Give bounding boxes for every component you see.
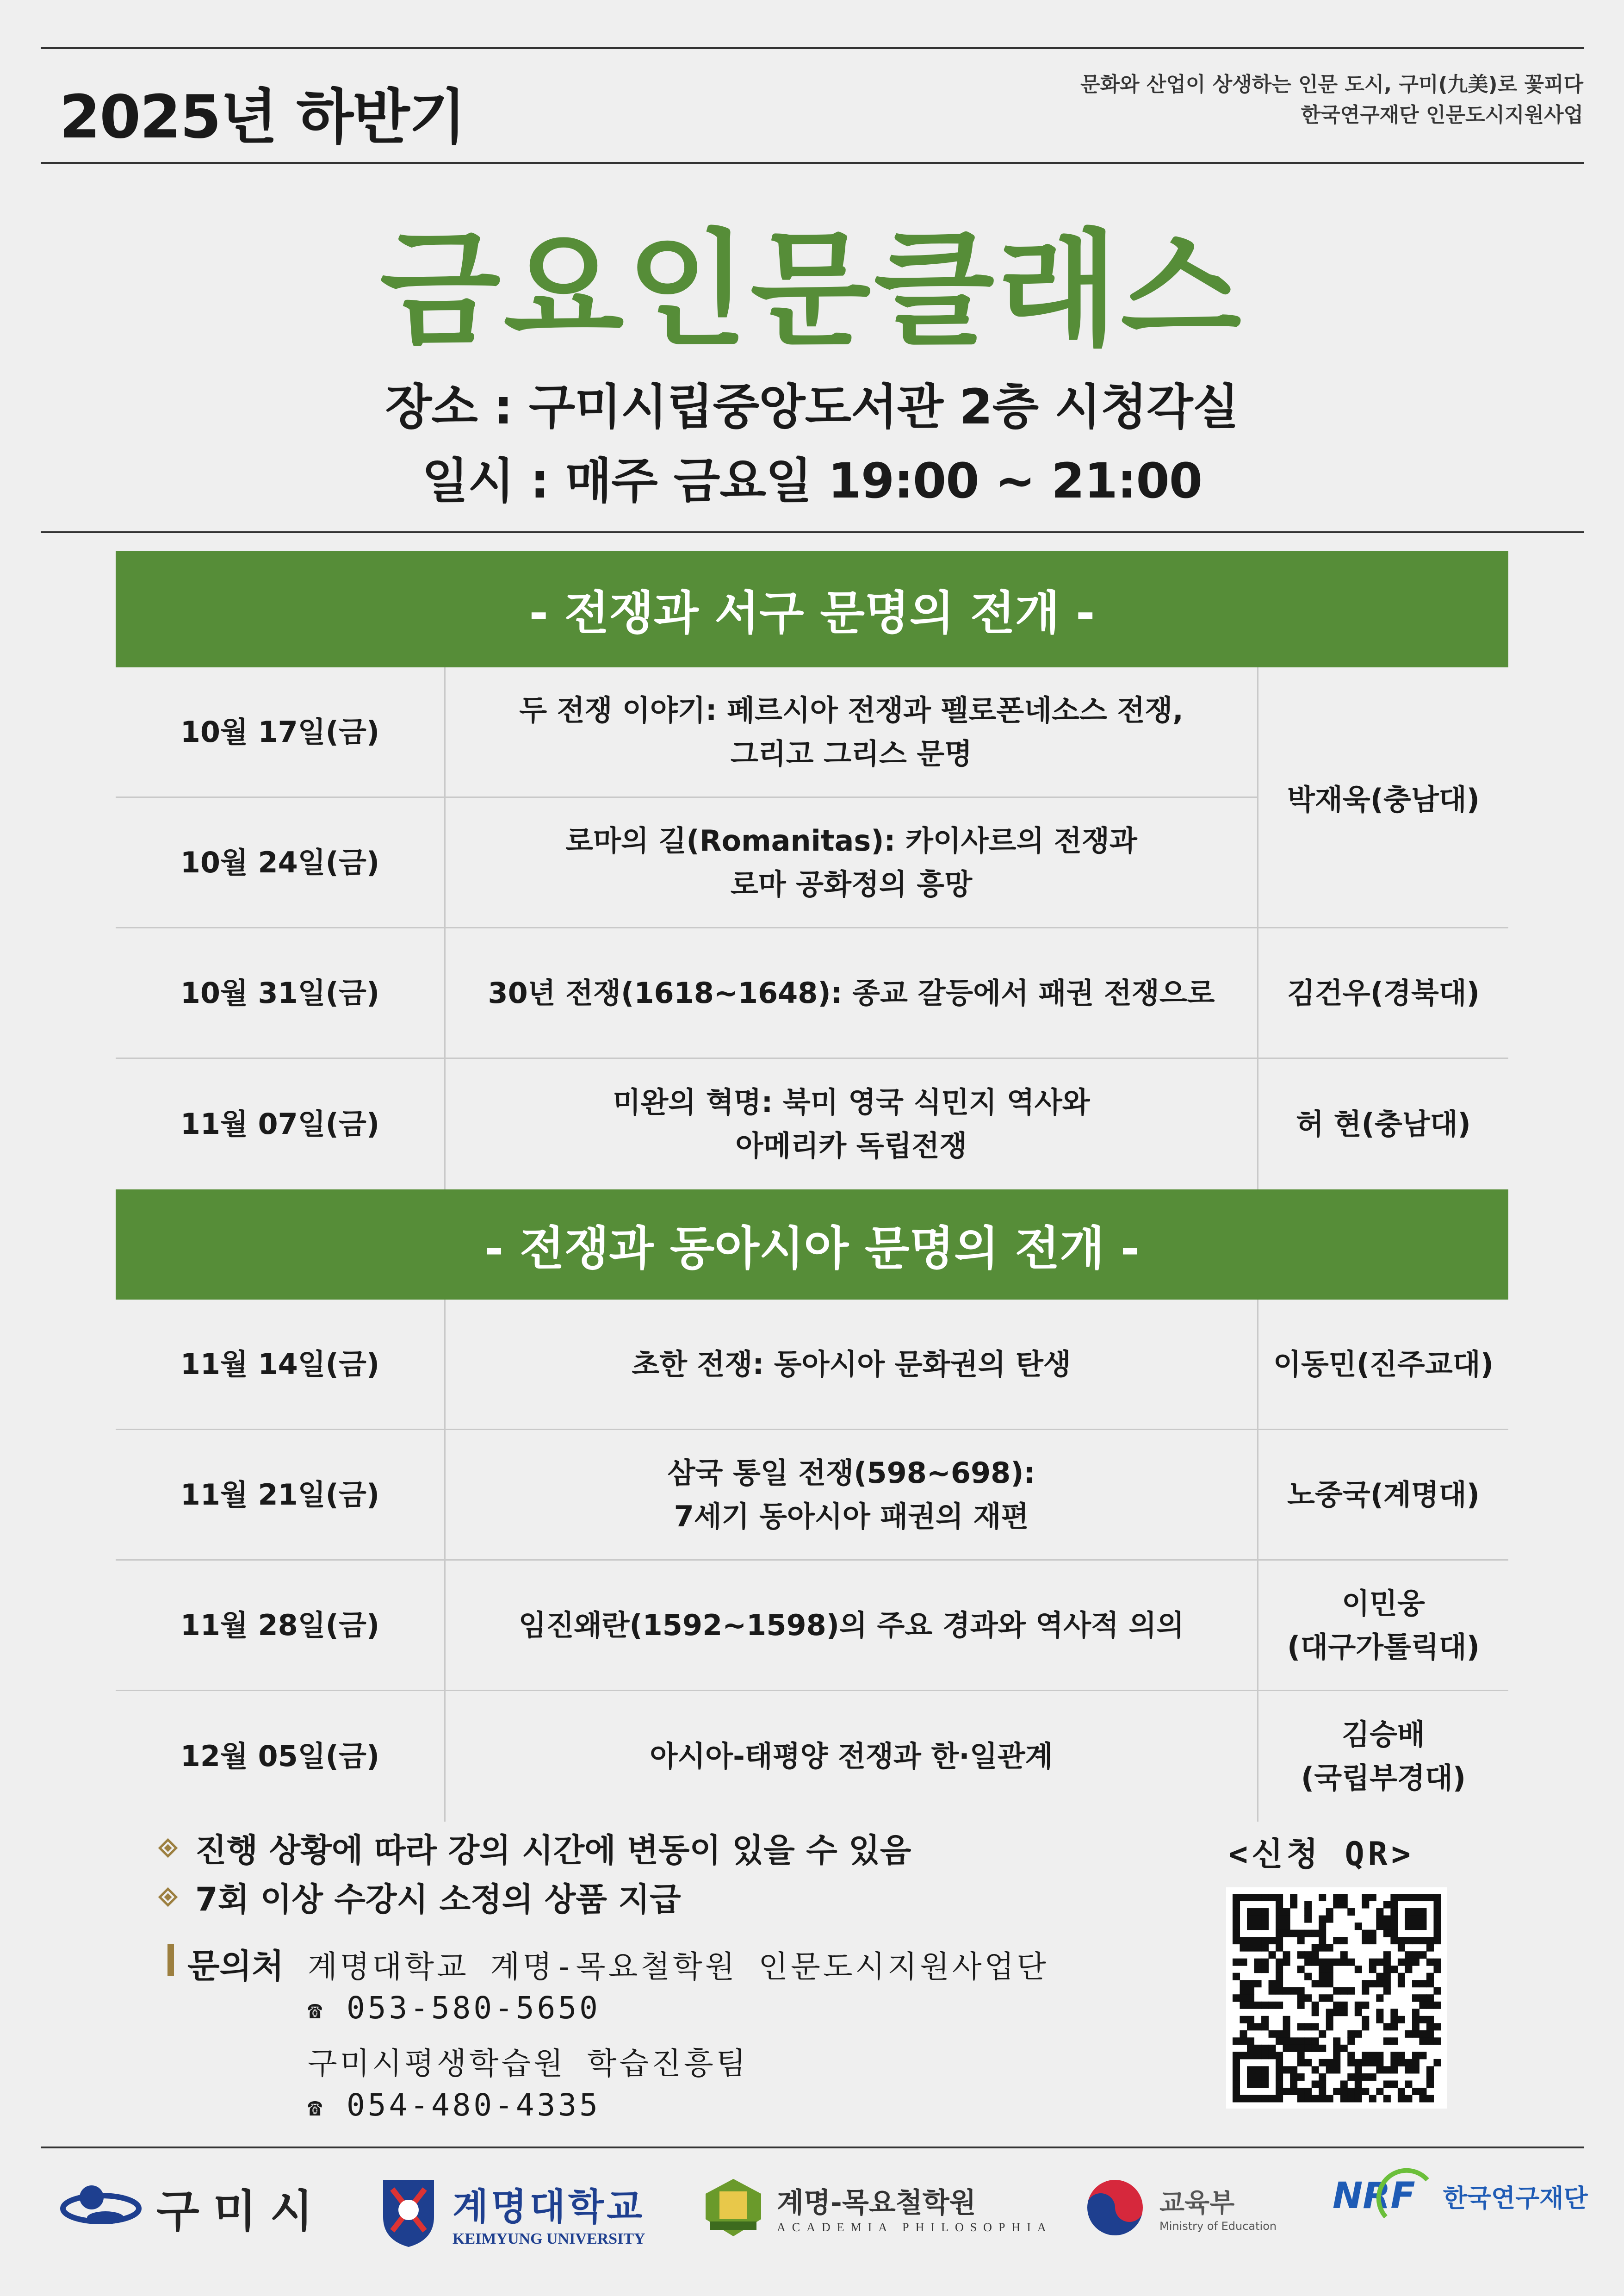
phone-icon: ☎ [308,2094,325,2122]
contact-accent-bar [167,1944,174,1976]
lecture-date: 10월 24일(금) [116,798,446,927]
lecture-date: 11월 28일(금) [116,1561,446,1690]
section-banner-east-asia: - 전쟁과 동아시아 문명의 전개 - [116,1189,1508,1300]
title-bottom-rule [41,531,1584,533]
academia-logo: 계명-목요철학원 ACADEMIA PHILOSOPHIA [701,2175,1053,2240]
note-item: 진행 상황에 따라 강의 시간에 변동이 있을 수 있음 [157,1824,911,1871]
lecture-topic: 임진왜란(1592~1598)의 주요 경과와 역사적 의의 [446,1561,1258,1690]
lecturer: 허 현(충남대) [1296,1107,1471,1141]
table-row [116,1430,1508,1561]
keimyung-shield-icon [378,2175,439,2249]
lecture-topic: 초한 전쟁: 동아시아 문화권의 탄생 [446,1300,1258,1429]
diamond-bullet-icon [157,1837,179,1859]
diamond-bullet-icon [157,1886,179,1908]
nrf-mark: NRF [1333,2175,1415,2217]
place-line: 장소 : 구미시립중앙도서관 2층 시청각실 [385,379,1239,435]
top-rule [41,47,1584,49]
academia-seal-icon [701,2175,766,2240]
lecturer: 김승배 (국립부경대) [1301,1717,1466,1795]
phone-icon: ☎ [308,1997,325,2024]
moe-logo: 교육부 Ministry of Education [1083,2175,1277,2240]
lecturer: 이동민(진주교대) [1273,1347,1494,1381]
contact-label: 문의처 [187,1947,284,1985]
lecturer: 노중국(계명대) [1287,1477,1480,1512]
slogan [1080,69,1583,131]
lecturer: 김건우(경북대) [1287,976,1480,1010]
page-title: 금요인문클래스 [380,217,1244,363]
contact-phone-1: ☎ 053-580-5650 [308,1990,601,2026]
nrf-swoosh-icon [1376,2166,1437,2226]
slogan-line-2: 한국연구재단 인문도시지원사업 [1301,103,1583,127]
contact-org-1: 계명대학교 계명-목요철학원 인문도시지원사업단 [308,1949,1049,1985]
footer-rule [41,2147,1584,2148]
lecture-topic: 두 전쟁 이야기: 페르시아 전쟁과 펠로폰네소스 전쟁, 그리고 그리스 문명 [446,667,1258,796]
lecture-topic: 아시아-태평양 전쟁과 한·일관계 [446,1691,1258,1822]
lecturer: 이민웅 (대구가톨릭대) [1287,1586,1480,1664]
nrf-logo: NRF 한국연구재단 [1333,2175,1588,2217]
time-line: 일시 : 매주 금요일 19:00 ~ 21:00 [421,453,1203,509]
lecture-date: 11월 21일(금) [116,1430,446,1559]
gumi-emblem-icon [59,2175,143,2240]
lecture-topic: 30년 전쟁(1618~1648): 종교 갈등에서 패권 전쟁으로 [446,928,1258,1058]
lecture-topic: 미완의 혁명: 북미 영국 식민지 역사와 아메리카 독립전쟁 [446,1059,1258,1189]
lecture-topic: 로마의 길(Romanitas): 카이사르의 전쟁과 로마 공화정의 흥망 [446,798,1258,927]
lecture-date: 12월 05일(금) [116,1691,446,1822]
section-west-rows [116,667,1508,1189]
lecture-date: 11월 14일(금) [116,1300,446,1429]
table-row [116,1691,1508,1822]
gumi-logo: 구미시 [59,2175,327,2240]
table-row [116,1300,1508,1430]
lecturer-merged: 박재욱(충남대) [1258,667,1508,928]
section-east-asia-rows [116,1300,1508,1822]
taegeuk-icon [1083,2175,1147,2240]
table-row [116,1059,1508,1189]
contact-phone-2: ☎ 054-480-4335 [308,2087,601,2123]
table-row [116,928,1508,1059]
term-label: 2025년 하반기 [59,83,465,152]
lecture-date: 10월 17일(금) [116,667,446,796]
section-banner-west: - 전쟁과 서구 문명의 전개 - [116,551,1508,667]
keimyung-logo: 계명대학교 KEIMYUNG UNIVERSITY [378,2175,645,2249]
signup-qr-code[interactable] [1226,1887,1447,2109]
table-row [116,1561,1508,1691]
lecture-date: 11월 07일(금) [116,1059,446,1189]
header-bottom-rule [41,162,1584,164]
lecture-date: 10월 31일(금) [116,928,446,1058]
qr-code-icon [1226,1887,1447,2109]
note-item: 7회 이상 수강시 소정의 상품 지급 [157,1873,681,1920]
contact-org-2: 구미시평생학습원 학습진흥팀 [308,2046,749,2081]
qr-label: <신청 QR> [1228,1835,1414,1873]
lecture-topic: 삼국 통일 전쟁(598~698): 7세기 동아시아 패권의 재편 [446,1430,1258,1559]
schedule-table [116,551,1508,1822]
slogan-line-1: 문화와 산업이 상생하는 인문 도시, 구미(九美)로 꽃피다 [1080,73,1583,96]
